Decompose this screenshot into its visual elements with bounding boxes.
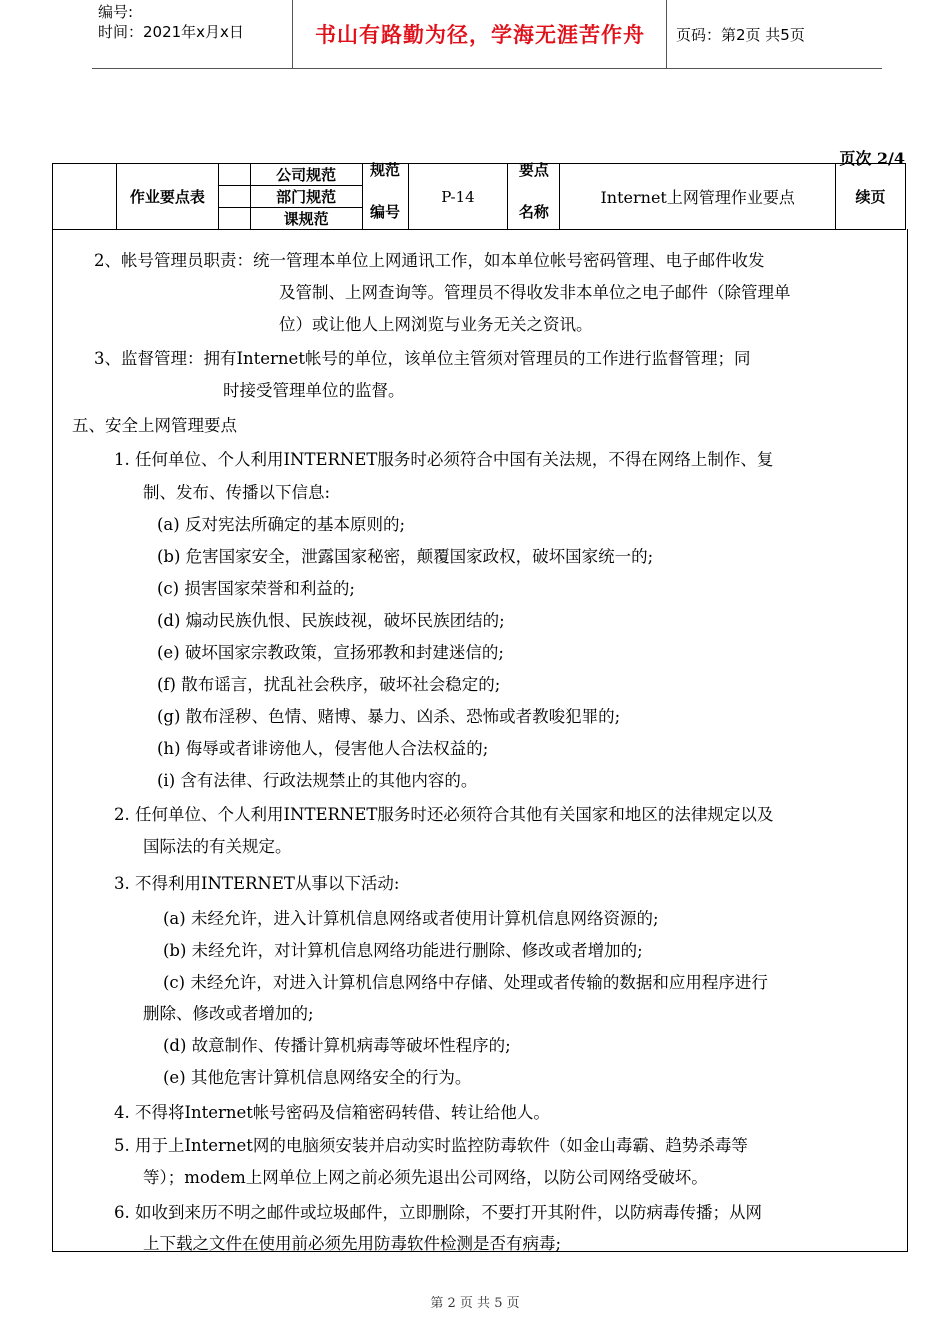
text-line: 上下载之文件在使用前必须先用防毒软件检测是否有病毒; (143, 1234, 562, 1253)
text-line: 制、发布、传播以下信息: (143, 483, 331, 502)
text-line: 1. 任何单位、个人利用INTERNET服务时必须符合中国有关法规，不得在网络上制作、复 (114, 450, 774, 469)
text-line: 6. 如收到来历不明之邮件或垃圾邮件，立即删除，不要打开其附件，以防病毒传播；从网 (114, 1203, 762, 1222)
spec-section: 课规范 (250, 208, 362, 230)
list-item: (b) 危害国家安全，泄露国家秘密，颠覆国家政权，破坏国家统一的; (157, 547, 654, 566)
spec-label-1: 规范 (370, 160, 401, 179)
list-item: (g) 散布淫秽、色情、赌博、暴力、凶杀、恐怖或者教唆犯罪的; (157, 707, 621, 726)
form-header-table (52, 160, 906, 230)
text-line: 4. 不得将Internet帐号密码及信箱密码转借、转让给他人。 (114, 1103, 550, 1122)
form-blank-cell (53, 164, 117, 230)
text-line: 2、帐号管理员职责：统一管理本单位上网通讯工作，如本单位帐号密码管理、电子邮件收发 (94, 251, 765, 270)
header-meta (98, 2, 244, 42)
list-item: (a) 未经允许，进入计算机信息网络或者使用计算机信息网络资源的; (163, 909, 659, 928)
page-info: 页码：第2页 共5页 (676, 26, 805, 44)
document-body (52, 229, 908, 1252)
spec-company: 公司规范 (250, 164, 362, 186)
name-label-2: 名称 (518, 202, 549, 221)
text-line: 2. 任何单位、个人利用INTERNET服务时还必须符合其他有关国家和地区的法律规定以及 (114, 805, 774, 824)
spec-department: 部门规范 (250, 186, 362, 208)
text-line: 3、监督管理：拥有Internet帐号的单位，该单位主管须对管理员的工作进行监督管理；同 (94, 349, 751, 368)
doc-name: Internet上网管理作业要点 (560, 164, 836, 230)
list-item: 删除、修改或者增加的; (143, 1004, 314, 1023)
text-line: 5. 用于上Internet网的电脑须安装并启动实时监控防毒软件（如金山毒霸、趋势杀毒等 (114, 1136, 748, 1155)
list-item: (a) 反对宪法所确定的基本原则的; (157, 515, 406, 534)
motto: 书山有路勤为径，学海无涯苦作舟 (315, 23, 645, 47)
header-divider (292, 0, 293, 68)
number-label: 编号: (98, 3, 134, 21)
header-divider (666, 0, 667, 68)
text-line: 3. 不得利用INTERNET从事以下活动: (114, 874, 400, 893)
spec-code: P-14 (408, 164, 508, 230)
list-item: (d) 煽动民族仇恨、民族歧视，破坏民族团结的; (157, 611, 505, 630)
page-number: 页次 2/4 (839, 149, 905, 168)
list-item: (e) 破坏国家宗教政策，宣扬邪教和封建迷信的; (157, 643, 504, 662)
text-line: 及管制、上网查询等。管理员不得收发非本单位之电子邮件（除管理单 (279, 283, 791, 302)
checkbox-company (218, 164, 250, 186)
list-item: (f) 散布谣言，扰乱社会秩序，破坏社会稳定的; (157, 675, 501, 694)
time-label: 时间：2021年x月x日 (98, 23, 244, 41)
list-item: (h) 侮辱或者诽谤他人，侵害他人合法权益的; (157, 739, 489, 758)
text-line: 等）；modem上网单位上网之前必须先退出公司网络，以防公司网络受破坏。 (143, 1168, 708, 1187)
page-footer: 第 2 页 共 5 页 (430, 1296, 520, 1311)
header-banner (92, 0, 882, 69)
list-item: (c) 未经允许，对进入计算机信息网络中存储、处理或者传输的数据和应用程序进行 (163, 973, 768, 992)
list-item: (b) 未经允许，对计算机信息网络功能进行删除、修改或者增加的; (163, 941, 643, 960)
continued-label: 续页 (836, 164, 906, 230)
section-heading: 五、安全上网管理要点 (72, 416, 237, 435)
spec-label-2: 编号 (370, 202, 401, 221)
list-item: (i) 含有法律、行政法规禁止的其他内容的。 (157, 771, 478, 790)
spec-label (362, 160, 408, 230)
name-label (508, 160, 560, 230)
text-line: 国际法的有关规定。 (143, 837, 292, 856)
list-item: (c) 损害国家荣誉和利益的; (157, 579, 355, 598)
name-label-1: 要点 (518, 160, 549, 179)
checkbox-department (218, 186, 250, 208)
checkbox-section (218, 208, 250, 230)
list-item: (d) 故意制作、传播计算机病毒等破坏性程序的; (163, 1036, 511, 1055)
text-line: 位）或让他人上网浏览与业务无关之资讯。 (279, 315, 593, 334)
text-line: 时接受管理单位的监督。 (223, 381, 405, 400)
form-title: 作业要点表 (116, 164, 218, 230)
list-item: (e) 其他危害计算机信息网络安全的行为。 (163, 1068, 472, 1087)
